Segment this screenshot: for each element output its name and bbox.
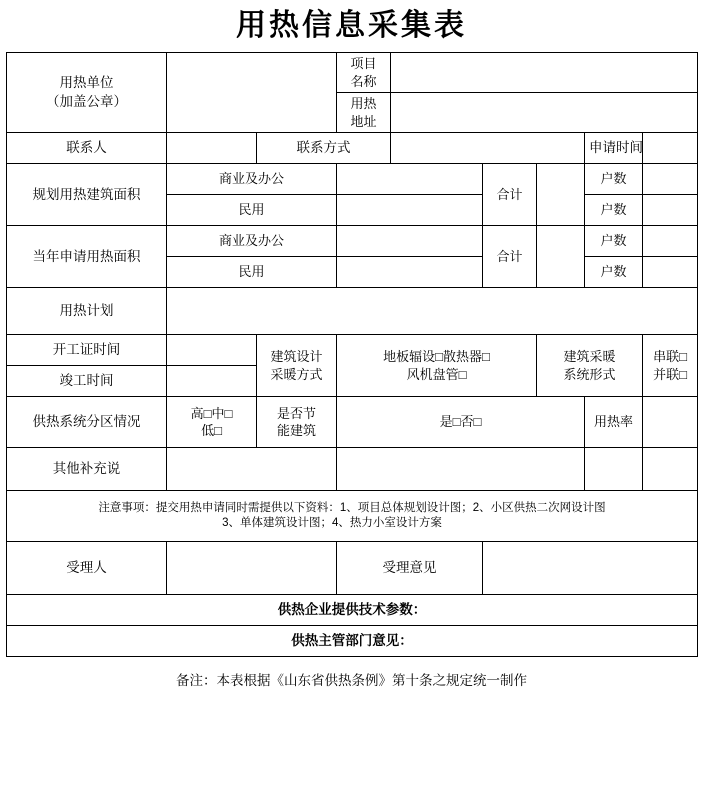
year-apply-area-label-cell: 当年申请用热面积 (7, 226, 167, 288)
heating-mode-line2[interactable]: 风机盘管□ (406, 366, 467, 382)
complete-time-value-field[interactable] (167, 366, 257, 397)
footer-remark: 备注：本表根据《山东省供热条例》第十条之规定统一制作 (176, 673, 527, 689)
authority-opinion-cell[interactable]: 供热主管部门意见： (7, 626, 698, 657)
unit-label-line1: 用热单位 (59, 75, 114, 91)
table-row (7, 53, 698, 93)
contact-way-value-field[interactable] (391, 133, 585, 164)
building-design-label-line2: 采暖方式 (270, 366, 323, 382)
start-cert-time-label-cell: 开工证时间 (7, 335, 167, 366)
page-title: 用热信息采集表 (236, 9, 467, 42)
table-row (7, 133, 698, 164)
project-name-label-cell (337, 53, 391, 93)
enterprise-params-cell[interactable]: 供热企业提供技术参数： (7, 595, 698, 626)
parallel-option[interactable]: 并联□ (653, 366, 687, 382)
zone-options-cell[interactable] (167, 397, 257, 448)
other-value-field-4[interactable] (643, 448, 698, 491)
plan-commercial-label-cell: 商业及办公 (167, 164, 337, 195)
year-households-label-1: 户数 (585, 226, 643, 257)
table-row (7, 542, 698, 595)
year-households-value-2[interactable] (643, 257, 698, 288)
zone-label-cell: 供热系统分区情况 (7, 397, 167, 448)
heat-rate-label-cell: 用热率 (585, 397, 643, 448)
unit-value-field[interactable] (167, 53, 337, 133)
accept-opinion-label-cell: 受理意见 (337, 542, 483, 595)
table-row (7, 595, 698, 626)
notice-cell (7, 491, 698, 542)
year-households-label-2: 户数 (585, 257, 643, 288)
table-row (7, 397, 698, 448)
unit-label-line2: （加盖公章） (46, 93, 127, 109)
notice-line-2: 3、单体建筑设计图；4、热力小室设计方案 (222, 517, 442, 530)
unit-label-cell (7, 53, 167, 133)
year-commercial-label-cell: 商业及办公 (167, 226, 337, 257)
project-name-value-field[interactable] (391, 53, 698, 93)
system-form-label-line2: 系统形式 (563, 366, 616, 382)
other-value-field-1[interactable] (167, 448, 337, 491)
accept-opinion-value-field[interactable] (483, 542, 698, 595)
zone-option-line2[interactable]: 低□ (201, 423, 222, 439)
system-form-label-cell (537, 335, 643, 397)
table-row (7, 226, 698, 257)
energy-saving-options-cell[interactable]: 是□否□ (337, 397, 585, 448)
table-row (7, 164, 698, 195)
plan-civil-value-field[interactable] (337, 195, 483, 226)
zone-option-line1[interactable]: 高□中□ (190, 405, 233, 421)
plan-households-value-2[interactable] (643, 195, 698, 226)
heating-mode-options-cell[interactable] (337, 335, 537, 397)
start-cert-time-value-field[interactable] (167, 335, 257, 366)
table-row (7, 491, 698, 542)
building-design-label-line1: 建筑设计 (270, 349, 323, 365)
plan-households-label-1: 户数 (585, 164, 643, 195)
acceptor-label-cell: 受理人 (7, 542, 167, 595)
apply-time-label-cell: 申请时间 (585, 133, 643, 164)
energy-saving-label-cell (257, 397, 337, 448)
heat-plan-label-cell: 用热计划 (7, 288, 167, 335)
year-households-value-1[interactable] (643, 226, 698, 257)
complete-time-label-cell: 竣工时间 (7, 366, 167, 397)
year-total-label-cell: 合计 (483, 226, 537, 288)
system-form-label-line1: 建筑采暖 (563, 349, 616, 365)
plan-civil-label-cell: 民用 (167, 195, 337, 226)
apply-time-value-field[interactable] (643, 133, 698, 164)
project-address-label-line2: 地址 (350, 113, 377, 129)
plan-total-value-field[interactable] (537, 164, 585, 226)
plan-households-value-1[interactable] (643, 164, 698, 195)
project-name-label-line2: 名称 (350, 73, 377, 89)
other-label-cell: 其他补充说 (7, 448, 167, 491)
table-row (7, 335, 698, 366)
system-form-options-cell[interactable] (643, 335, 698, 397)
energy-saving-label-line2: 能建筑 (276, 423, 316, 439)
year-total-value-field[interactable] (537, 226, 585, 288)
project-address-label-line1: 用热 (350, 96, 377, 112)
contact-value-field[interactable] (167, 133, 257, 164)
project-name-label-line1: 项目 (350, 56, 377, 71)
other-value-field-2[interactable] (337, 448, 585, 491)
table-row (7, 288, 698, 335)
heating-mode-line1[interactable]: 地板辐设□散热器□ (383, 349, 490, 365)
plan-commercial-value-field[interactable] (337, 164, 483, 195)
plan-total-label-cell: 合计 (483, 164, 537, 226)
project-address-label-cell (337, 93, 391, 133)
plan-area-label-cell: 规划用热建筑面积 (7, 164, 167, 226)
series-option[interactable]: 串联□ (653, 349, 687, 365)
notice-line-1: 注意事项：提交用热申请同时需提供以下资料：1、项目总体规划设计图；2、小区供热二次网设计图 (98, 501, 606, 514)
building-design-label-cell (257, 335, 337, 397)
acceptor-value-field[interactable] (167, 542, 337, 595)
plan-households-label-2: 户数 (585, 195, 643, 226)
year-civil-value-field[interactable] (337, 257, 483, 288)
heat-plan-value-field[interactable] (167, 288, 698, 335)
table-row (7, 448, 698, 491)
other-value-field-3[interactable] (585, 448, 643, 491)
heat-info-form-table (6, 52, 698, 657)
project-address-value-field[interactable] (391, 93, 698, 133)
year-commercial-value-field[interactable] (337, 226, 483, 257)
energy-saving-label-line1: 是否节 (276, 405, 316, 421)
contact-label-cell: 联系人 (7, 133, 167, 164)
contact-way-label-cell: 联系方式 (257, 133, 391, 164)
year-civil-label-cell: 民用 (167, 257, 337, 288)
heat-rate-value-field[interactable] (643, 397, 698, 448)
table-row (7, 626, 698, 657)
